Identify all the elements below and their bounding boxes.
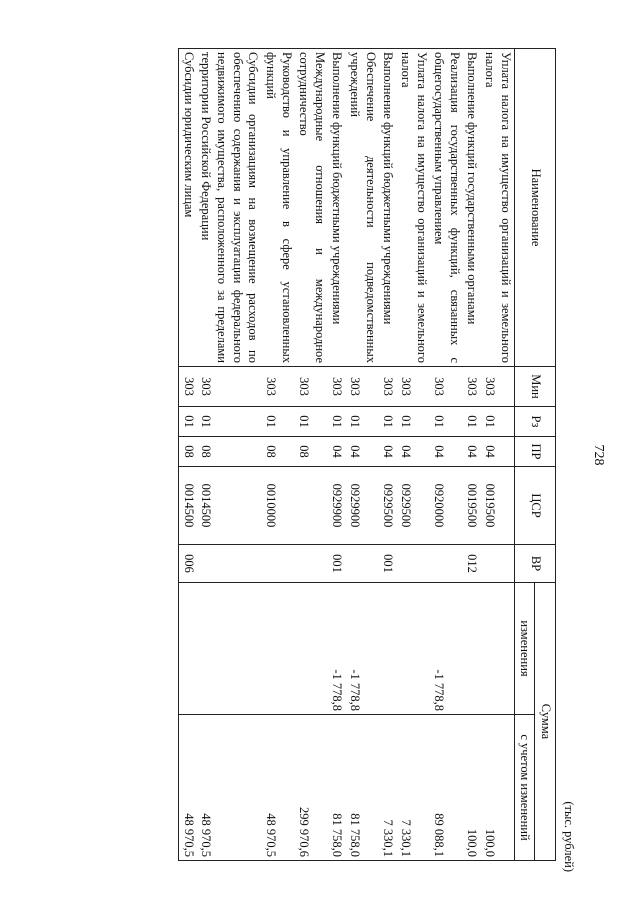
header-changes: изменения	[514, 583, 535, 715]
row-vr: 012	[463, 545, 481, 583]
row-with-changes: 48 970,5	[197, 715, 262, 861]
row-csr: 0929900	[328, 467, 346, 545]
row-pr: 04	[379, 437, 397, 467]
row-name: Уплата налога на имущество организаций и земельного налога	[481, 49, 515, 367]
table-row	[346, 49, 379, 861]
table-row	[261, 49, 294, 861]
header-csr: ЦСР	[514, 467, 555, 545]
row-rz: 01	[463, 407, 481, 437]
header-with-changes: с учетом изменений	[514, 715, 535, 861]
row-pr: 04	[463, 437, 481, 467]
table-row	[481, 49, 515, 861]
row-min: 303	[463, 367, 481, 407]
row-min: 303	[179, 367, 197, 407]
row-pr: 04	[430, 437, 463, 467]
row-changes	[261, 583, 294, 715]
row-csr: 0014500	[197, 467, 262, 545]
table-row	[295, 49, 328, 861]
table-row	[379, 49, 397, 861]
row-name: Выполнение функций бюджетными учреждениями	[328, 49, 346, 367]
header-sum: Сумма	[535, 583, 556, 861]
row-pr: 08	[197, 437, 262, 467]
table-row	[328, 49, 346, 861]
row-name: Реализация государственных функций, связанных с общегосударственным управлением	[430, 49, 463, 367]
row-name: Субсидии юридическим лицам	[179, 49, 197, 367]
header-pr: ПР	[514, 437, 555, 467]
page-number: 728	[591, 444, 606, 466]
row-name: Обеспечение деятельности подведомственных учреждений	[346, 49, 379, 367]
row-min: 303	[295, 367, 328, 407]
header-rz: Рз	[514, 407, 555, 437]
row-pr: 08	[261, 437, 294, 467]
row-rz: 01	[396, 407, 429, 437]
row-csr: 0019500	[463, 467, 481, 545]
table-row	[396, 49, 429, 861]
row-changes	[481, 583, 515, 715]
row-rz: 01	[295, 407, 328, 437]
row-csr: 0019500	[481, 467, 515, 545]
row-with-changes: 100,0	[481, 715, 515, 861]
row-rz: 01	[346, 407, 379, 437]
row-rz: 01	[430, 407, 463, 437]
row-changes: -1 778,8	[430, 583, 463, 715]
row-name: Выполнение функций государственными органами	[463, 49, 481, 367]
row-min: 303	[261, 367, 294, 407]
row-changes: -1 778,8	[346, 583, 379, 715]
table-row	[430, 49, 463, 861]
row-vr	[481, 545, 515, 583]
row-changes	[396, 583, 429, 715]
row-with-changes: 48 970,5	[261, 715, 294, 861]
row-csr: 0920000	[430, 467, 463, 545]
row-pr: 04	[346, 437, 379, 467]
header-min: Мин	[514, 367, 555, 407]
row-vr: 001	[379, 545, 397, 583]
row-csr	[295, 467, 328, 545]
row-min: 303	[379, 367, 397, 407]
row-min: 303	[328, 367, 346, 407]
row-pr: 04	[481, 437, 515, 467]
row-min: 303	[197, 367, 262, 407]
row-vr	[295, 545, 328, 583]
row-vr	[197, 545, 262, 583]
header-vr: ВР	[514, 545, 555, 583]
row-min: 303	[396, 367, 429, 407]
row-with-changes: 100,0	[463, 715, 481, 861]
units-label: (тыс. рублей)	[562, 801, 576, 872]
row-changes	[295, 583, 328, 715]
row-changes	[379, 583, 397, 715]
row-with-changes: 48 970,5	[179, 715, 197, 861]
row-vr	[346, 545, 379, 583]
table-row	[197, 49, 262, 861]
row-rz: 01	[179, 407, 197, 437]
row-with-changes: 7 330,1	[396, 715, 429, 861]
row-with-changes: 81 758,0	[346, 715, 379, 861]
row-with-changes: 89 088,1	[430, 715, 463, 861]
row-min: 303	[346, 367, 379, 407]
row-rz: 01	[261, 407, 294, 437]
row-pr: 04	[396, 437, 429, 467]
rotated-page	[40, 30, 606, 890]
row-csr: 0929500	[379, 467, 397, 545]
row-changes: -1 778,8	[328, 583, 346, 715]
row-pr: 08	[295, 437, 328, 467]
row-min: 303	[481, 367, 515, 407]
row-name: Международные отношения и международное сотрудничество	[295, 49, 328, 367]
table-row	[463, 49, 481, 861]
row-pr: 04	[328, 437, 346, 467]
row-rz: 01	[379, 407, 397, 437]
row-changes	[197, 583, 262, 715]
table-row	[179, 49, 197, 861]
row-vr	[261, 545, 294, 583]
row-vr: 006	[179, 545, 197, 583]
row-csr: 0014500	[179, 467, 197, 545]
row-rz: 01	[197, 407, 262, 437]
row-vr	[396, 545, 429, 583]
row-csr: 0929500	[396, 467, 429, 545]
row-changes	[463, 583, 481, 715]
row-with-changes: 299 970,6	[295, 715, 328, 861]
row-name: Выполнение функций бюджетными учреждениями	[379, 49, 397, 367]
row-rz: 01	[481, 407, 515, 437]
row-with-changes: 7 330,1	[379, 715, 397, 861]
row-name: Руководство и управление в сфере установленных функций	[261, 49, 294, 367]
row-pr: 08	[179, 437, 197, 467]
row-with-changes: 81 758,0	[328, 715, 346, 861]
header-name: Наименование	[514, 49, 555, 367]
row-vr: 001	[328, 545, 346, 583]
row-csr: 0929900	[346, 467, 379, 545]
row-changes	[179, 583, 197, 715]
row-vr	[430, 545, 463, 583]
budget-table	[178, 48, 556, 861]
row-csr: 0010000	[261, 467, 294, 545]
row-rz: 01	[328, 407, 346, 437]
row-name: Уплата налога на имущество организаций и земельного налога	[396, 49, 429, 367]
row-name: Субсидии организациям на возмещение расходов по обеспечению содержания и эксплуатации федерального недвижимого имущества, расположенного за пределами территории Российской Федерации	[197, 49, 262, 367]
row-min: 303	[430, 367, 463, 407]
